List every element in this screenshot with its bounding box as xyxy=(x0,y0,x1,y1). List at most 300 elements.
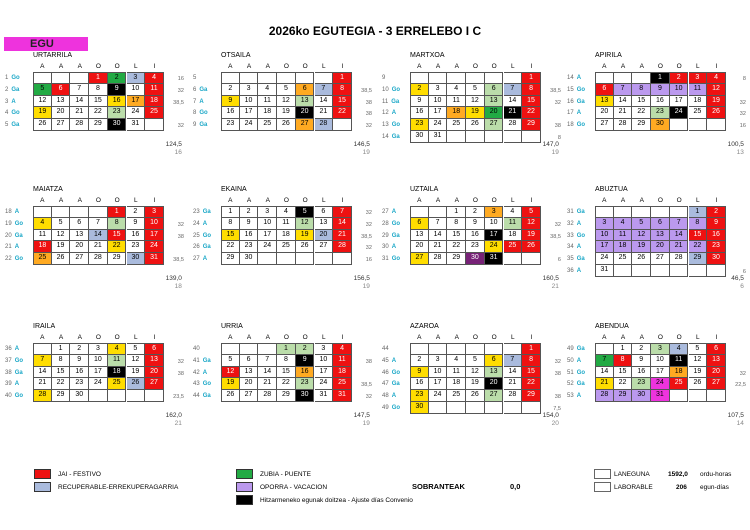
day-cell: 22 xyxy=(333,107,352,119)
row-hours-total: 23,5 xyxy=(173,394,184,401)
day-cell: 13 xyxy=(315,218,334,230)
day-cell: 8 xyxy=(108,218,127,230)
day-cell: 14 xyxy=(504,96,523,108)
day-cell: 19 xyxy=(296,230,315,242)
week-label: 3 A xyxy=(5,98,16,105)
day-cell: 2 xyxy=(296,343,315,355)
day-cell: 1 xyxy=(89,72,108,84)
day-cell: 17 xyxy=(145,230,164,242)
day-cell: 3 xyxy=(315,343,334,355)
week-label: 48 A xyxy=(382,393,397,400)
day-cell xyxy=(504,72,523,84)
day-cell: 22 xyxy=(689,241,708,253)
day-cell: 22 xyxy=(614,378,633,390)
day-cell: 18 xyxy=(614,241,633,253)
row-hours-total: 32 xyxy=(365,123,372,130)
day-cell: 28 xyxy=(504,119,523,131)
day-cell xyxy=(466,72,485,84)
day-cell xyxy=(258,72,277,84)
day-cell: 28 xyxy=(258,390,277,402)
day-cell: 2 xyxy=(70,343,89,355)
day-cell: 16 xyxy=(240,230,259,242)
row-hours-total: 32 xyxy=(365,210,372,216)
day-cell xyxy=(258,253,277,265)
day-cell: 13 xyxy=(296,96,315,108)
day-cell xyxy=(221,343,240,355)
day-cell: 8 xyxy=(522,355,541,367)
day-cell: 9 xyxy=(707,218,726,230)
day-cell: 11 xyxy=(33,230,52,242)
day-cell xyxy=(447,402,466,414)
day-cell: 25 xyxy=(447,119,466,131)
day-of-week-header: I xyxy=(715,334,718,341)
day-cell: 25 xyxy=(447,390,466,402)
day-cell: 10 xyxy=(670,84,689,96)
day-cell: 17 xyxy=(595,241,614,253)
day-cell: 18 xyxy=(447,107,466,119)
day-of-week-header: O xyxy=(302,63,308,70)
week-label: 16 Ga xyxy=(567,98,585,105)
day-cell: 6 xyxy=(240,355,259,367)
day-cell: 7 xyxy=(670,218,689,230)
day-cell: 17 xyxy=(240,107,259,119)
day-cell: 29 xyxy=(89,119,108,131)
day-cell: 15 xyxy=(522,96,541,108)
day-of-week-header: L xyxy=(696,197,700,204)
day-cell: 12 xyxy=(466,367,485,379)
month-title: MAIATZA xyxy=(33,186,63,193)
day-of-week-header: I xyxy=(715,197,718,204)
day-cell: 1 xyxy=(108,206,127,218)
day-cell: 21 xyxy=(70,107,89,119)
day-cell: 27 xyxy=(595,119,614,131)
month-total-hours: 147,0 xyxy=(542,140,559,148)
week-label: 6 Ga xyxy=(193,86,208,93)
day-cell: 30 xyxy=(410,131,429,143)
day-cell xyxy=(485,343,504,355)
day-cell: 24 xyxy=(485,241,504,253)
day-cell: 21 xyxy=(333,230,352,242)
day-cell: 5 xyxy=(689,343,708,355)
day-of-week-header: I xyxy=(341,63,344,70)
day-cell: 19 xyxy=(127,367,146,379)
day-cell: 3 xyxy=(89,343,108,355)
total-hours-unit: ordu-horas xyxy=(700,471,732,478)
day-of-week-header: L xyxy=(322,334,326,341)
legend-laborable-label: LABORABLE xyxy=(614,484,653,491)
day-cell: 26 xyxy=(707,107,726,119)
month-total-hours: 154,0 xyxy=(542,411,559,419)
day-cell: 5 xyxy=(522,206,541,218)
month-total-hours: 156,5 xyxy=(353,274,370,282)
day-cell: 23 xyxy=(70,378,89,390)
day-cell: 25 xyxy=(689,107,708,119)
day-cell: 21 xyxy=(89,241,108,253)
month-total-days: 21 xyxy=(174,419,182,427)
day-cell: 6 xyxy=(145,343,164,355)
day-of-week-header: A xyxy=(246,197,252,204)
legend-recuperable-swatch xyxy=(34,482,51,492)
day-cell: 11 xyxy=(277,218,296,230)
day-cell: 21 xyxy=(504,107,523,119)
day-cell xyxy=(466,402,485,414)
week-label: 42 A xyxy=(193,369,208,376)
legend-laneguna-label: LANEGUNA xyxy=(614,471,650,478)
legend-festivo-swatch xyxy=(34,469,51,479)
row-hours-total: 38,5 xyxy=(361,382,372,389)
day-cell: 19 xyxy=(689,367,708,379)
day-cell: 12 xyxy=(127,355,146,367)
day-cell: 29 xyxy=(522,390,541,402)
day-cell: 15 xyxy=(52,367,71,379)
day-cell: 3 xyxy=(258,206,277,218)
day-cell: 25 xyxy=(277,241,296,253)
day-cell: 25 xyxy=(108,378,127,390)
day-cell: 31 xyxy=(333,390,352,402)
day-cell xyxy=(595,72,614,84)
day-of-week-header: A xyxy=(454,197,459,204)
day-cell: 28 xyxy=(614,119,633,131)
day-cell: 8 xyxy=(632,84,651,96)
day-of-week-header: L xyxy=(322,197,326,204)
day-cell: 24 xyxy=(670,107,689,119)
day-cell: 7 xyxy=(258,355,277,367)
day-cell xyxy=(670,265,689,277)
day-cell: 17 xyxy=(429,378,448,390)
day-cell: 10 xyxy=(258,218,277,230)
day-cell: 10 xyxy=(127,84,146,96)
day-cell: 8 xyxy=(689,218,708,230)
week-label: 17 A xyxy=(567,110,582,117)
week-label: 25 Go xyxy=(193,232,212,239)
day-cell xyxy=(70,72,89,84)
day-cell: 22 xyxy=(108,241,127,253)
week-label: 53 A xyxy=(567,393,582,400)
day-cell: 26 xyxy=(689,378,708,390)
day-cell: 6 xyxy=(485,355,504,367)
month-total-days: 19 xyxy=(551,148,559,156)
day-cell: 11 xyxy=(689,84,708,96)
day-of-week-header: L xyxy=(322,63,326,70)
day-cell: 11 xyxy=(670,355,689,367)
day-cell: 27 xyxy=(240,390,259,402)
month-title: AZAROA xyxy=(410,323,439,330)
day-cell: 5 xyxy=(127,343,146,355)
day-cell xyxy=(52,206,71,218)
day-cell: 2 xyxy=(221,84,240,96)
month-total-hours: 146,5 xyxy=(353,140,370,148)
day-cell: 4 xyxy=(504,206,523,218)
day-cell: 8 xyxy=(277,355,296,367)
week-label: 44 xyxy=(382,346,389,352)
month-total-days: 18 xyxy=(174,282,182,290)
day-cell: 19 xyxy=(277,107,296,119)
day-of-week-header: A xyxy=(620,197,626,204)
day-cell xyxy=(240,343,259,355)
week-label: 36 A xyxy=(5,346,20,352)
month-total-days: 19 xyxy=(362,282,370,290)
row-hours-total: 16 xyxy=(739,123,746,130)
day-cell: 28 xyxy=(315,119,334,131)
week-label: 47 Ga xyxy=(382,381,400,388)
day-of-week-header: O xyxy=(95,334,101,341)
day-cell xyxy=(33,206,52,218)
day-cell xyxy=(429,72,448,84)
day-cell: 28 xyxy=(504,390,523,402)
row-hours-total: 32 xyxy=(177,123,184,130)
day-cell: 6 xyxy=(410,218,429,230)
day-of-week-header: O xyxy=(302,197,308,204)
day-cell: 26 xyxy=(277,119,296,131)
week-label: 38 Ga xyxy=(5,369,23,376)
day-of-week-header: O xyxy=(657,63,663,70)
day-cell: 16 xyxy=(410,378,429,390)
day-cell: 18 xyxy=(689,96,708,108)
day-of-week-header: A xyxy=(417,197,422,204)
day-cell: 11 xyxy=(333,355,352,367)
day-cell xyxy=(614,72,633,84)
row-hours-total: 38,5 xyxy=(173,257,184,264)
row-hours-total: 32 xyxy=(739,370,746,377)
day-cell: 21 xyxy=(670,241,689,253)
day-of-week-header: A xyxy=(620,63,626,70)
month-total-days: 14 xyxy=(736,419,744,427)
day-cell: 29 xyxy=(52,390,71,402)
day-cell xyxy=(429,343,448,355)
day-cell xyxy=(689,390,708,402)
day-cell: 2 xyxy=(127,206,146,218)
day-cell xyxy=(70,206,89,218)
row-hours-total: 7,5 xyxy=(553,406,561,412)
day-cell: 24 xyxy=(595,253,614,265)
day-cell: 29 xyxy=(221,253,240,265)
row-hours-total: 32 xyxy=(739,99,746,106)
day-cell: 18 xyxy=(333,367,352,379)
day-cell: 19 xyxy=(632,241,651,253)
day-cell: 27 xyxy=(52,119,71,131)
day-cell: 26 xyxy=(466,119,485,131)
day-cell: 16 xyxy=(221,107,240,119)
day-cell: 2 xyxy=(466,206,485,218)
day-cell: 27 xyxy=(70,253,89,265)
week-label: 7 A xyxy=(193,98,204,105)
day-of-week-header: O xyxy=(472,197,478,204)
day-cell: 19 xyxy=(522,230,541,242)
day-cell: 31 xyxy=(315,390,334,402)
day-cell: 10 xyxy=(429,367,448,379)
week-label: 40 Go xyxy=(5,393,24,400)
day-cell: 26 xyxy=(296,241,315,253)
day-cell xyxy=(447,343,466,355)
row-hours-total: 16 xyxy=(177,76,184,82)
day-cell: 24 xyxy=(127,107,146,119)
day-cell: 15 xyxy=(689,230,708,242)
legend-laneguna-swatch xyxy=(594,469,611,479)
day-cell: 26 xyxy=(127,378,146,390)
day-cell: 4 xyxy=(333,343,352,355)
day-cell xyxy=(651,206,670,218)
day-cell xyxy=(33,72,52,84)
day-cell: 1 xyxy=(52,343,71,355)
day-of-week-header: O xyxy=(114,334,120,341)
row-hours-total: 38 xyxy=(177,370,184,377)
day-of-week-header: A xyxy=(40,334,45,341)
day-cell: 14 xyxy=(670,230,689,242)
day-cell: 22 xyxy=(221,241,240,253)
row-hours-total: 6 xyxy=(557,257,561,264)
day-cell: 5 xyxy=(221,355,240,367)
day-cell: 12 xyxy=(221,367,240,379)
legend-laborable-swatch xyxy=(594,482,611,492)
day-cell: 9 xyxy=(466,218,485,230)
week-label: 22 Go xyxy=(5,256,24,263)
week-label: 40 xyxy=(193,346,200,352)
week-label: 18 Go xyxy=(567,122,586,129)
day-cell: 9 xyxy=(296,355,315,367)
day-cell: 15 xyxy=(614,367,633,379)
day-of-week-header: A xyxy=(435,63,441,70)
week-label: 30 A xyxy=(382,244,397,251)
week-label: 15 Go xyxy=(567,86,586,93)
day-of-week-header: O xyxy=(491,197,497,204)
day-cell xyxy=(632,72,651,84)
day-cell: 12 xyxy=(33,96,52,108)
legend-festivo-label: JAI - FESTIVO xyxy=(58,471,101,478)
day-cell: 20 xyxy=(240,378,259,390)
day-cell: 25 xyxy=(333,378,352,390)
day-cell: 4 xyxy=(145,72,164,84)
day-cell xyxy=(447,131,466,143)
day-cell: 1 xyxy=(522,343,541,355)
week-label: 4 Go xyxy=(5,110,20,117)
day-cell: 28 xyxy=(33,390,52,402)
day-cell: 9 xyxy=(410,367,429,379)
day-cell: 1 xyxy=(221,206,240,218)
week-label: 50 A xyxy=(567,357,582,364)
day-cell: 18 xyxy=(33,241,52,253)
day-cell: 26 xyxy=(522,241,541,253)
day-cell: 7 xyxy=(70,84,89,96)
day-cell: 20 xyxy=(485,378,504,390)
day-cell: 20 xyxy=(70,241,89,253)
day-cell: 13 xyxy=(707,355,726,367)
day-cell: 4 xyxy=(108,343,127,355)
day-cell: 11 xyxy=(108,355,127,367)
day-cell: 31 xyxy=(429,131,448,143)
row-hours-total: 38,5 xyxy=(550,87,561,94)
day-of-week-header: A xyxy=(228,197,233,204)
day-cell: 30 xyxy=(108,119,127,131)
day-cell: 30 xyxy=(651,119,670,131)
day-cell: 12 xyxy=(522,218,541,230)
day-cell: 25 xyxy=(145,107,164,119)
row-hours-total: 38 xyxy=(554,370,561,377)
day-cell xyxy=(277,72,296,84)
day-cell: 23 xyxy=(127,241,146,253)
month-total-hours: 124,5 xyxy=(165,140,182,148)
day-cell: 11 xyxy=(447,96,466,108)
day-cell: 20 xyxy=(485,107,504,119)
day-cell: 18 xyxy=(108,367,127,379)
day-cell: 2 xyxy=(707,206,726,218)
day-cell: 16 xyxy=(70,367,89,379)
day-cell: 15 xyxy=(447,230,466,242)
day-cell: 23 xyxy=(632,378,651,390)
day-cell: 23 xyxy=(707,241,726,253)
day-cell: 2 xyxy=(240,206,259,218)
legend-vacacion-label: OPORRA - VACACION xyxy=(260,484,328,491)
day-cell: 24 xyxy=(240,119,259,131)
day-cell: 27 xyxy=(707,378,726,390)
day-cell: 20 xyxy=(410,241,429,253)
month-total-days: 16 xyxy=(174,148,182,156)
day-cell xyxy=(485,131,504,143)
day-cell: 2 xyxy=(632,343,651,355)
day-cell: 2 xyxy=(108,72,127,84)
day-cell: 20 xyxy=(296,107,315,119)
day-cell: 7 xyxy=(89,218,108,230)
day-cell: 20 xyxy=(145,367,164,379)
day-cell: 13 xyxy=(595,96,614,108)
day-cell: 16 xyxy=(296,367,315,379)
day-cell: 2 xyxy=(410,355,429,367)
day-cell: 8 xyxy=(614,355,633,367)
day-cell: 19 xyxy=(466,107,485,119)
month-title: EKAINA xyxy=(221,186,247,193)
day-cell: 18 xyxy=(145,96,164,108)
day-cell: 28 xyxy=(670,253,689,265)
month-title: APIRILA xyxy=(595,52,622,59)
month-total-hours: 160,5 xyxy=(542,274,559,282)
day-of-week-header: A xyxy=(620,334,626,341)
row-hours-total: 32 xyxy=(177,87,184,94)
day-cell: 23 xyxy=(466,241,485,253)
day-cell xyxy=(466,131,485,143)
day-of-week-header: A xyxy=(265,63,270,70)
day-cell: 20 xyxy=(595,107,614,119)
day-cell: 22 xyxy=(89,107,108,119)
day-cell: 14 xyxy=(333,218,352,230)
week-label: 24 A xyxy=(193,220,208,227)
day-cell: 9 xyxy=(127,218,146,230)
day-cell: 27 xyxy=(145,378,164,390)
day-cell: 11 xyxy=(447,367,466,379)
day-cell: 24 xyxy=(89,378,108,390)
week-label: 11 Ga xyxy=(382,98,400,105)
day-of-week-header: A xyxy=(77,197,82,204)
day-cell: 17 xyxy=(485,230,504,242)
day-cell: 3 xyxy=(651,343,670,355)
week-label: 31 Go xyxy=(382,256,401,263)
day-cell xyxy=(670,119,689,131)
day-of-week-header: A xyxy=(639,197,644,204)
row-hours-total: 32 xyxy=(365,394,372,401)
row-hours-total: 22,5 xyxy=(735,382,746,389)
day-cell xyxy=(296,72,315,84)
day-cell: 14 xyxy=(258,367,277,379)
day-cell: 12 xyxy=(296,218,315,230)
week-label: 45 A xyxy=(382,357,397,364)
day-cell xyxy=(89,206,108,218)
day-of-week-header: A xyxy=(417,63,422,70)
day-cell xyxy=(240,72,259,84)
week-label: 41 Ga xyxy=(193,357,211,364)
row-hours-total: 32 xyxy=(365,221,372,228)
week-label: 29 Ga xyxy=(382,232,400,239)
week-label: 28 Go xyxy=(382,220,401,227)
week-label: 2 Ga xyxy=(5,86,20,93)
day-cell xyxy=(595,343,614,355)
